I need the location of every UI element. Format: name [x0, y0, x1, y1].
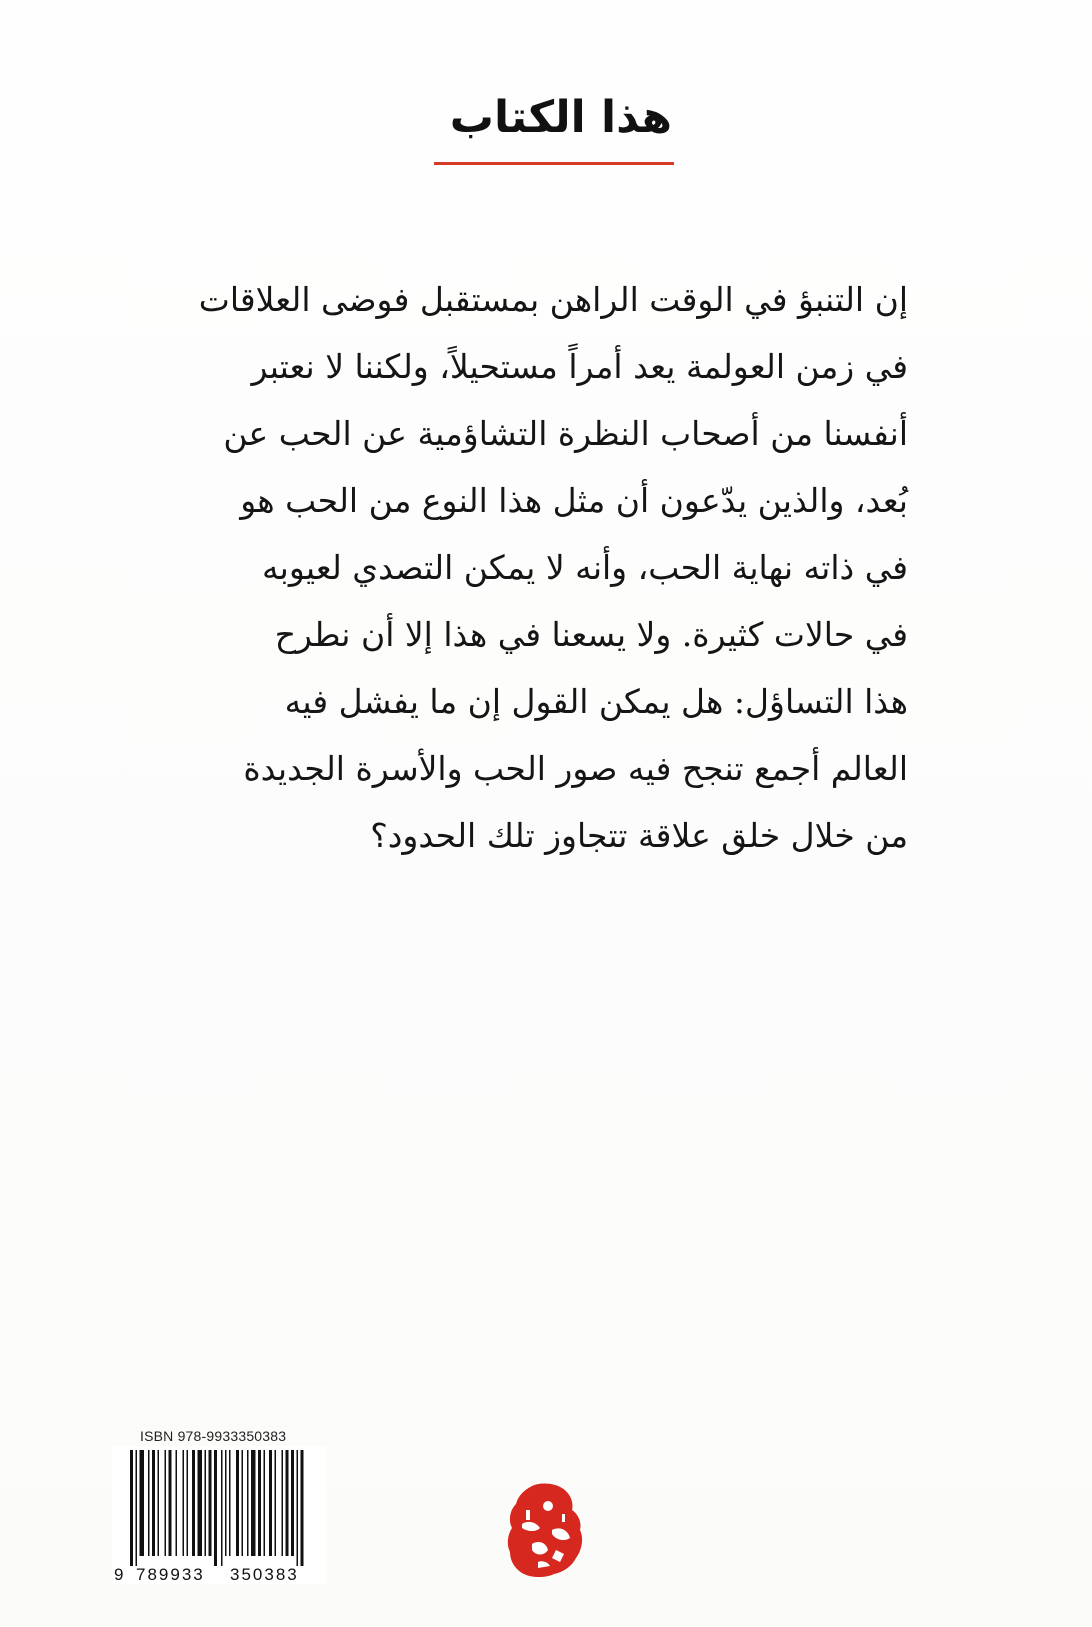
barcode-bar [158, 1450, 160, 1556]
barcode-bar [205, 1450, 207, 1556]
barcode-bar [198, 1450, 203, 1556]
barcode-bar [236, 1450, 239, 1556]
blurb-line: إن التنبؤ في الوقت الراهن بمستقبل فوضى العلاقات [198, 280, 908, 319]
blurb-line: في ذاته نهاية الحب، وأنه لا يمكن التصدي لعيوبه [261, 548, 908, 587]
barcode-bar [209, 1450, 212, 1556]
barcode-bar [229, 1450, 231, 1556]
blurb-line: هذا التساؤل: هل يمكن القول إن ما يفشل فيه [284, 682, 908, 721]
barcode-bar [225, 1450, 227, 1556]
barcode-bar [247, 1450, 249, 1556]
barcode-bar [176, 1450, 178, 1556]
section-title: هذا الكتاب [449, 92, 672, 143]
barcode-bar [297, 1450, 299, 1566]
blurb-line: من خلال خلق علاقة تتجاوز تلك الحدود؟ [370, 816, 908, 855]
barcode-bar [136, 1450, 138, 1566]
barcode-bar [282, 1450, 284, 1556]
barcode-bar [264, 1450, 266, 1556]
isbn-label: ISBN 978-9933350383 [140, 1428, 287, 1444]
blurb-paragraph [184, 266, 908, 869]
barcode-bar [187, 1450, 189, 1556]
isbn-barcode [112, 1446, 326, 1584]
barcode-bar [286, 1450, 289, 1556]
red-stamp-logo-icon [502, 1480, 586, 1580]
barcode-bar [275, 1450, 277, 1556]
barcode-bar [152, 1450, 155, 1556]
barcode-bar [183, 1450, 185, 1556]
barcode-bar [214, 1450, 217, 1566]
blurb-line: أنفسنا من أصحاب النظرة التشاؤمية عن الحب عن [223, 414, 908, 453]
barcode-bar [301, 1450, 304, 1566]
barcode-bar [140, 1450, 145, 1556]
barcode-bar [242, 1450, 244, 1556]
blurb-line: بُعد، والذين يدّعون أن مثل هذا النوع من الحب هو [240, 481, 908, 520]
barcode-bar [165, 1450, 167, 1556]
barcode-bar [291, 1450, 294, 1556]
barcode-lead-digit: 9 [114, 1565, 124, 1584]
blurb-line: العالم أجمع تنجح فيه صور الحب والأسرة الجديدة [243, 749, 908, 788]
barcode-bar [192, 1450, 195, 1556]
barcode-bar [221, 1450, 223, 1566]
barcode-bar [148, 1450, 150, 1556]
barcode-bar [269, 1450, 272, 1556]
blurb-line: في حالات كثيرة. ولا يسعنا في هذا إلا أن نطرح [274, 615, 908, 654]
barcode-bar [251, 1450, 256, 1556]
barcode-right-digits: 350383 [230, 1565, 299, 1584]
barcode-bar [258, 1450, 261, 1556]
title-underline [434, 162, 674, 165]
barcode-bar [169, 1450, 172, 1556]
barcode-left-digits: 789933 [136, 1565, 205, 1584]
blurb-line: في زمن العولمة يعد أمراً مستحيلاً، ولكننا لا نعتبر [251, 347, 908, 386]
barcode-bar [130, 1450, 133, 1566]
